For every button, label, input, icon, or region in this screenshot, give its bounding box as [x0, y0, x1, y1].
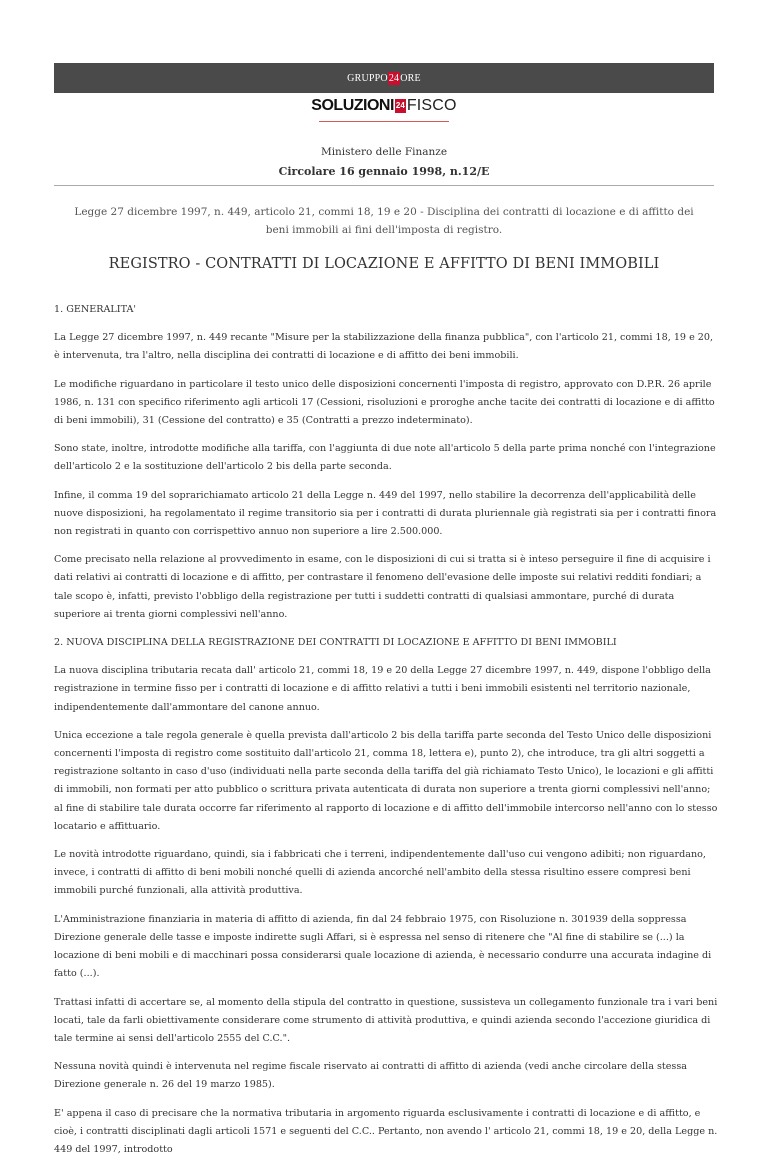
document-body	[54, 301, 718, 1169]
soluzioni24-fisco-logo[interactable]	[311, 98, 456, 114]
logo-fisco: FISCO	[406, 97, 457, 114]
paragraph-7: Unica eccezione a tale regola generale è quella prevista dall'articolo 2 bis della tariffa parte seconda del Testo Unico delle disposizioni concernenti l'imposta di registro come sostituito dall'articolo 21, comma 18, lettera e), punto 2), che introduce, tra gli altri soggetti a registrazione soltanto in caso d'uso (individuati nella parte seconda della tariffa del già richiamato Testo Unico), le locazioni e gli affitti di immobili, non formati per atto pubblico o scrittura privata autenticata di durata non superiore a trenta giorni complessivi nell'anno; al fine di stabilire tale durata occorre far riferimento al rapporto di locazione e di affitto dell'immobile intercorso nell'anno con lo stesso locatario e affittuario.	[54, 729, 718, 832]
logo-soluzioni: SOLUZIONI	[311, 97, 394, 114]
logo-underline	[319, 121, 449, 122]
circular-reference: Circolare 16 gennaio 1998, n.12/E	[278, 165, 490, 178]
logo-row	[0, 95, 768, 114]
paragraph-8: Le novità introdotte riguardano, quindi, sia i fabbricati che i terreni, indipendentemente dall'uso cui vengono adibiti; non riguardano, invece, i contratti di affitto di beni mobili nonché quelli di azienda ancorché nell'ambito della stessa risultino essere compresi beni immobili purché funzionali, alla attività produttiva.	[54, 849, 706, 897]
paragraph-3: Sono state, inoltre, introdotte modifiche alla tariffa, con l'aggiunta di due note all'articolo 5 della parte prima nonché con l'integrazione dell'articolo 2 e la sostituzione dell'articolo 2 bis della parte seconda.	[54, 443, 716, 473]
law-subtitle: Legge 27 dicembre 1997, n. 449, articolo 21, commi 18, 19 e 20 - Disciplina dei contratti di locazione e di affitto dei beni immobili ai fini dell'imposta di registro.	[74, 206, 694, 236]
paragraph-2: Le modifiche riguardano in particolare il testo unico delle disposizioni concernenti l'imposta di registro, approvato con D.P.R. 26 aprile 1986, n. 131 con specifico riferimento agli articoli 17 (Cessioni, risoluzioni e proroghe anche tacite dei contratti di locazione e di affitto di beni immobili), 31 (Cessione del contratto) e 35 (Contratti a prezzo indeterminato).	[54, 378, 715, 427]
gruppo24ore-logo[interactable]	[347, 73, 421, 84]
gruppo-text: GRUPPO	[347, 72, 388, 84]
paragraph-11: Nessuna novità quindi è intervenuta nel regime fiscale riservato ai contratti di affitto di azienda (vedi anche circolare della stessa Direzione generale n. 26 del 19 marzo 1985).	[54, 1061, 687, 1091]
ministry-name: Ministero delle Finanze	[320, 146, 448, 158]
paragraph-5: Come precisato nella relazione al provvedimento in esame, con le disposizioni di cui si tratta si è inteso perseguire il fine di acquisire i dati relativi ai contratti di locazione e di affitto, per contrastare il fenomeno dell'evasione delle imposte sui relativi redditi fondiari; a tale scopo è, infatti, previsto l'obbligo della registrazione per tutti i suddetti contratti di qualsiasi ammontare, purché di durata superiore ai trenta giorni complessivi nell'anno.	[54, 554, 711, 620]
ore-text: ORE	[400, 72, 421, 84]
logo-badge: 24	[395, 99, 406, 113]
gruppo-number: 24	[388, 72, 400, 84]
divider	[54, 185, 714, 186]
paragraph-6: La nuova disciplina tributaria recata dall' articolo 21, commi 18, 19 e 20 della Legge 27 dicembre 1997, n. 449, dispone l'obbligo della registrazione in termine fisso per i contratti di locazione e di affitto relativi a tutti i beni immobili esistenti nel territorio nazionale, indipendentemente dall'ammontare del canone annuo.	[54, 665, 711, 713]
document-title: REGISTRO - CONTRATTI DI LOCAZIONE E AFFITTO DI BENI IMMOBILI	[108, 256, 660, 272]
section-heading-2: 2. NUOVA DISCIPLINA DELLA REGISTRAZIONE DEI CONTRATTI DI LOCAZIONE E AFFITTO DI BENI IMMOBILI	[54, 637, 617, 649]
paragraph-1: La Legge 27 dicembre 1997, n. 449 recante "Misure per la stabilizzazione della finanza pubblica", con l'articolo 21, commi 18, 19 e 20, è intervenuta, tra l'altro, nella disciplina dei contratti di locazione e di affitto dei beni immobili.	[54, 332, 714, 362]
paragraph-9: L'Amministrazione finanziaria in materia di affitto di azienda, fin dal 24 febbraio 1975, con Risoluzione n. 301939 della soppressa Direzione generale delle tasse e imposte indirette sugli Affari, si è espressa nel senso di ritenere che "Al fine di stabilire se (...) la locazione di beni mobili e di macchinari possa considerarsi quale locazione di azienda, è necessario condurre una accurata indagine di fatto (...).	[54, 913, 712, 980]
paragraph-4: Infine, il comma 19 del soprarichiamato articolo 21 della Legge n. 449 del 1997, nello stabilire la decorrenza dell'applicabilità delle nuove disposizioni, ha regolamentato il regime transitorio sia per i contratti di durata pluriennale già registrati sia per i contratti finora non registrati in quanto con corrispettivo annuo non superiore a lire 2.500.000.	[54, 489, 717, 538]
paragraph-10: Trattasi infatti di accertare se, al momento della stipula del contratto in questione, sussisteva un collegamento funzionale tra i vari beni locati, tale da farli obiettivamente considerare come strumento di attività produttiva, e quindi azienda secondo l'accezione giuridica di tale termine ai sensi dell'articolo 2555 del C.C.".	[54, 996, 718, 1044]
section-heading-1: 1. GENERALITA'	[54, 304, 137, 315]
publisher-banner	[54, 63, 714, 93]
paragraph-12: E' appena il caso di precisare che la normativa tributaria in argomento riguarda esclusivamente i contratti di locazione e di affitto, e cioè, i contratti disciplinati dagli articoli 1571 e seguenti del C.C.. Pertanto, non avendo l' articolo 21, commi 18, 19 e 20, della Legge n. 449 del 1997, introdotto	[54, 1107, 718, 1155]
